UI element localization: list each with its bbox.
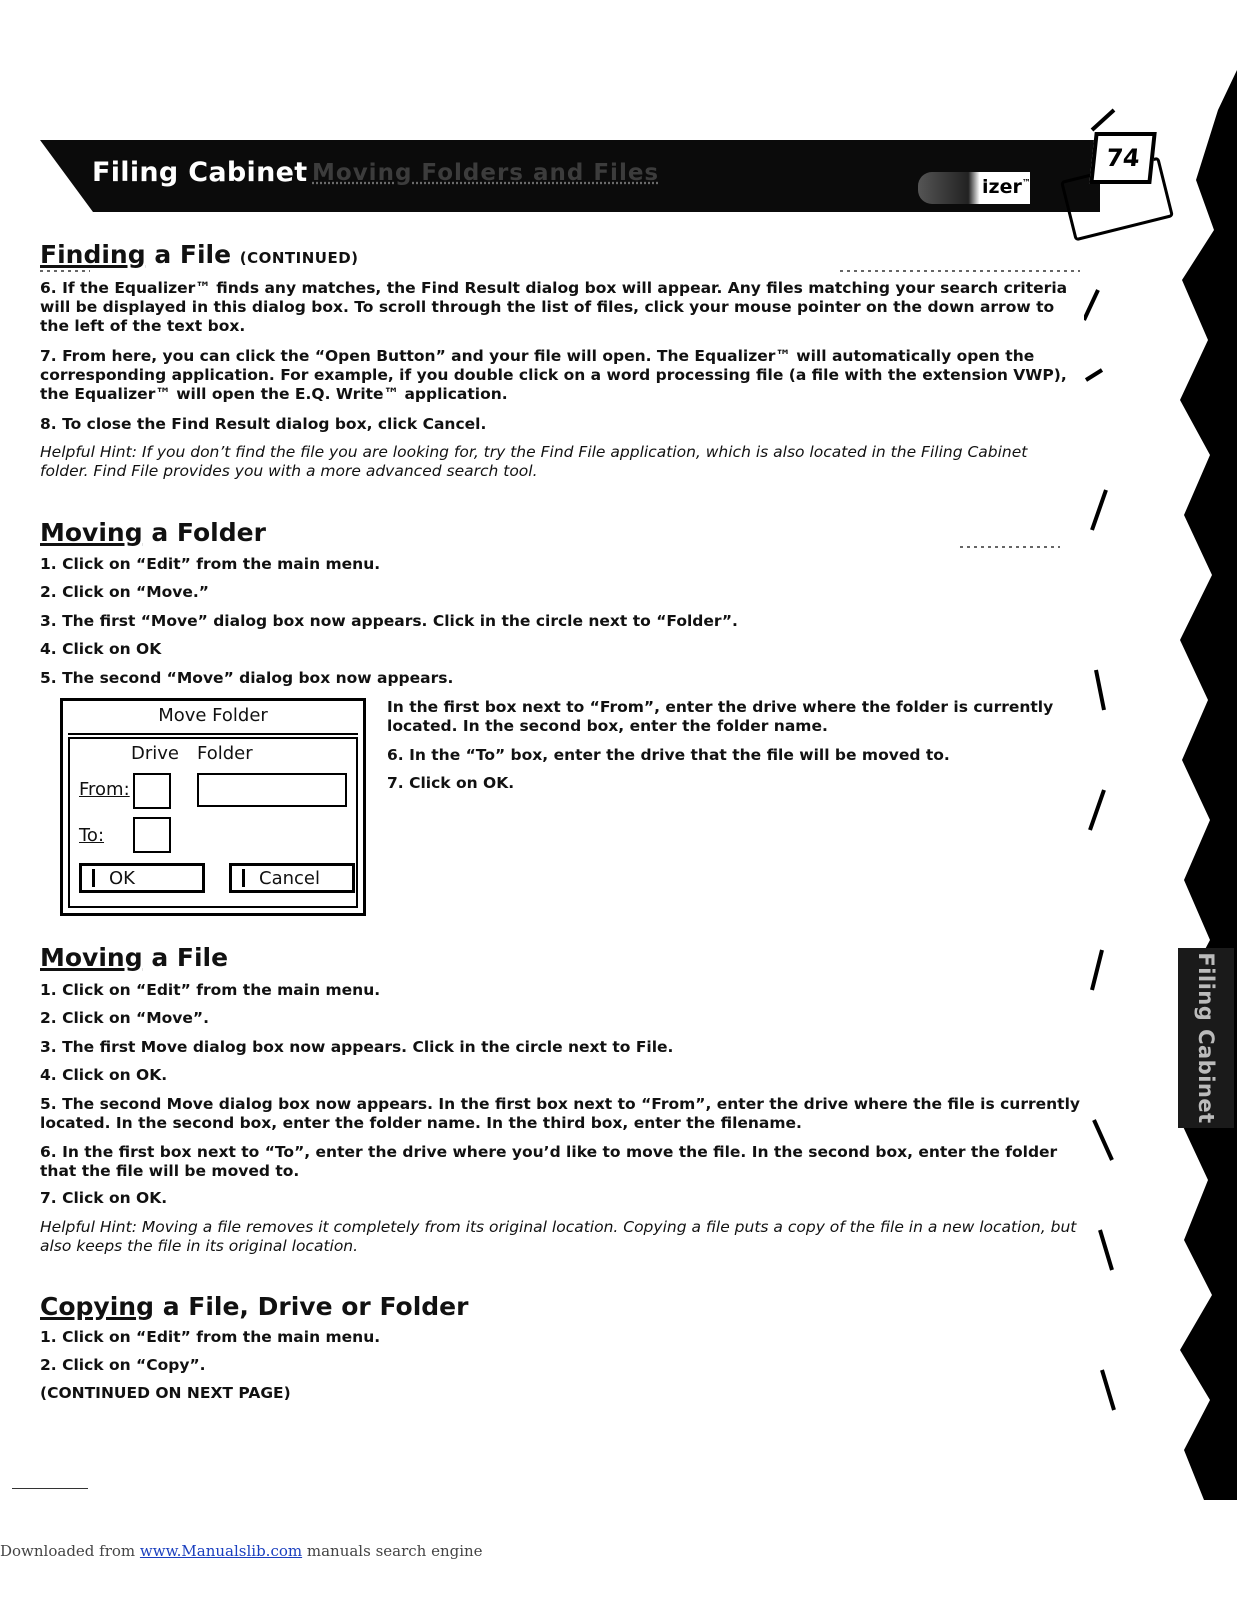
move-folder-dialog	[60, 698, 366, 916]
logo-text: izer	[982, 176, 1022, 198]
move-folder-step-6: 6. In the “To” box, enter the drive that the file will be moved to.	[387, 746, 950, 764]
heading-finding-a-file: Finding a File (CONTINUED)	[40, 240, 359, 269]
heading-moving-a-folder: Moving a Folder	[40, 518, 266, 547]
move-file-step-6: 6. In the first box next to “To”, enter the drive where you’d like to move the file. In the second box, enter the folder that the file will be moved to.	[40, 1143, 1058, 1180]
move-folder-step-4: 4. Click on OK	[40, 640, 162, 658]
from-label: From:	[79, 779, 130, 800]
to-label: To:	[79, 825, 105, 846]
move-file-helpful-hint: Helpful Hint: Moving a file removes it completely from its original location. Copying a file puts a copy of the file in a new location, but also keeps the file in its original location.	[40, 1218, 1077, 1255]
move-folder-step-7: 7. Click on OK.	[387, 774, 515, 792]
footer-rule	[12, 1488, 88, 1489]
section-title: Filing Cabinet	[92, 157, 308, 188]
footer-suffix: manuals search engine	[302, 1542, 483, 1560]
cancel-button[interactable]: Cancel	[229, 863, 355, 893]
move-folder-step-2: 2. Click on “Move.”	[40, 583, 209, 601]
manualslib-link[interactable]: www.Manualslib.com	[139, 1542, 303, 1560]
heading-moving-a-file: Moving a File	[40, 943, 229, 972]
move-folder-from-instructions: In the first box next to “From”, enter the drive where the folder is currently located. In the second box, enter the folder name.	[387, 698, 1054, 735]
folder-column-label: Folder	[197, 743, 253, 764]
finding-step-7: 7. From here, you can click the “Open Button” and your file will open. The Equalizer™ will automatically open the corresponding application. For example, if you double click on a word processing file (a file with the extension VWP), the Equalizer™ will open the E.Q. Write™ application.	[40, 347, 1067, 403]
heading-copying: Copying a File, Drive or Folder	[40, 1292, 469, 1321]
page-number: 74	[1089, 132, 1156, 184]
manual-page: Filing Cabinet Moving Folders and Files izer™ 74 Filing Cabinet Finding a File (CONTINUED) 6. If the Equalizer™ finds any matches, the Find Result dialog box will appear. Any files matching your search criteria will be displayed in this dialog box. To scroll through the list of files, click your mouse pointer on the down arrow to the left of the text box. 7. From here, you can click the “Open Button” and your file will open. The Equalizer™ will automatically open the corresponding application. For example, if you double click on a word processing file (a file with the extension VWP), the Equalizer™ will open the E.Q. Write™ application. 8. To close the Find Result dialog box, click Cancel. Helpful Hint: If you don’t find the file you are looking for, try the Find File application, which is also located in the Filing Cabinet folder. Find File provides you with a more advanced search tool. Moving a Folder 1. Click on “Edit” from the main menu. 2. Click on “Move.” 3. The first “Move” dialog box now appears. Click in the circle next to “Folder”. 4. Click on OK 5. The second “Move” dialog box now appears. In the first box next to “From”, enter the drive where the folder is currently located. In the second box, enter the folder name. 6. In the “To” box, enter the drive that the file will be moved to. 7. Click on OK. Move Folder Drive Folder From: To: OK Cancel Moving a File 1. Click on “Edit” from the main menu. 2. Click on “Move”. 3. The first Move dialog box now appears. Click in the circle next to File. 4. Click on OK. 5. The second Move dialog box now appears. In the first box next to “From”, enter the drive where the file is currently located. In the second box, enter the folder name. In the third box, enter the filename. 6. In the first box next to “To”, enter the drive where you’d like to move the file. In the second box, enter the folder that the file will be moved to. 7. Click on OK. Helpful Hint: Moving a file removes it completely from its original location. Copying a file puts a copy of the file in a new location, but also keeps the file in its original location. Copying a File, Drive or Folder 1. Click on “Edit” from the main menu. 2. Click on “Copy”. (CONTINUED ON NEXT PAGE) Downloaded from www.Manualslib.com manuals search engine	[0, 0, 1237, 1600]
move-file-step-1: 1. Click on “Edit” from the main menu.	[40, 981, 381, 999]
move-file-step-7: 7. Click on OK.	[40, 1189, 168, 1207]
finding-helpful-hint: Helpful Hint: If you don’t find the file you are looking for, try the Find File application, which is also located in the Filing Cabinet folder. Find File provides you with a more advanced search tool.	[40, 443, 1028, 480]
dialog-divider	[68, 733, 358, 735]
copy-step-1: 1. Click on “Edit” from the main menu.	[40, 1328, 381, 1346]
dialog-title: Move Folder	[158, 705, 268, 726]
move-folder-step-1: 1. Click on “Edit” from the main menu.	[40, 555, 381, 573]
section-subtitle: Moving Folders and Files	[312, 160, 660, 186]
drive-column-label: Drive	[131, 743, 179, 764]
move-folder-step-3: 3. The first “Move” dialog box now appears. Click in the circle next to “Folder”.	[40, 612, 738, 630]
finding-step-6: 6. If the Equalizer™ finds any matches, the Find Result dialog box will appear. Any files matching your search criteria will be displayed in this dialog box. To scroll through the list of files, click your mouse pointer on the down arrow to the left of the text box.	[40, 279, 1068, 335]
footer-prefix: Downloaded from	[0, 1542, 140, 1560]
torn-edge-graphic	[1084, 70, 1237, 1500]
move-file-step-5: 5. The second Move dialog box now appears. In the first box next to “From”, enter the drive where the file is currently located. In the second box, enter the folder name. In the third box, enter the filename.	[40, 1095, 1080, 1132]
move-file-step-2: 2. Click on “Move”.	[40, 1009, 209, 1027]
copy-step-2: 2. Click on “Copy”.	[40, 1356, 206, 1374]
download-footer	[0, 1542, 483, 1560]
move-folder-step-5: 5. The second “Move” dialog box now appears.	[40, 669, 454, 687]
ok-button[interactable]: OK	[79, 863, 205, 893]
from-folder-field[interactable]	[197, 773, 347, 807]
heading-rule	[40, 270, 90, 272]
heading-rule	[840, 270, 1080, 272]
move-file-step-4: 4. Click on OK.	[40, 1066, 168, 1084]
move-file-step-3: 3. The first Move dialog box now appears. Click in the circle next to File.	[40, 1038, 674, 1056]
continued-note: (CONTINUED ON NEXT PAGE)	[40, 1384, 291, 1402]
to-drive-field[interactable]	[133, 817, 171, 853]
heading-rule	[960, 546, 1060, 548]
from-drive-field[interactable]	[133, 773, 171, 809]
finding-step-8: 8. To close the Find Result dialog box, click Cancel.	[40, 415, 487, 433]
side-tab-label: Filing Cabinet	[1194, 952, 1218, 1124]
